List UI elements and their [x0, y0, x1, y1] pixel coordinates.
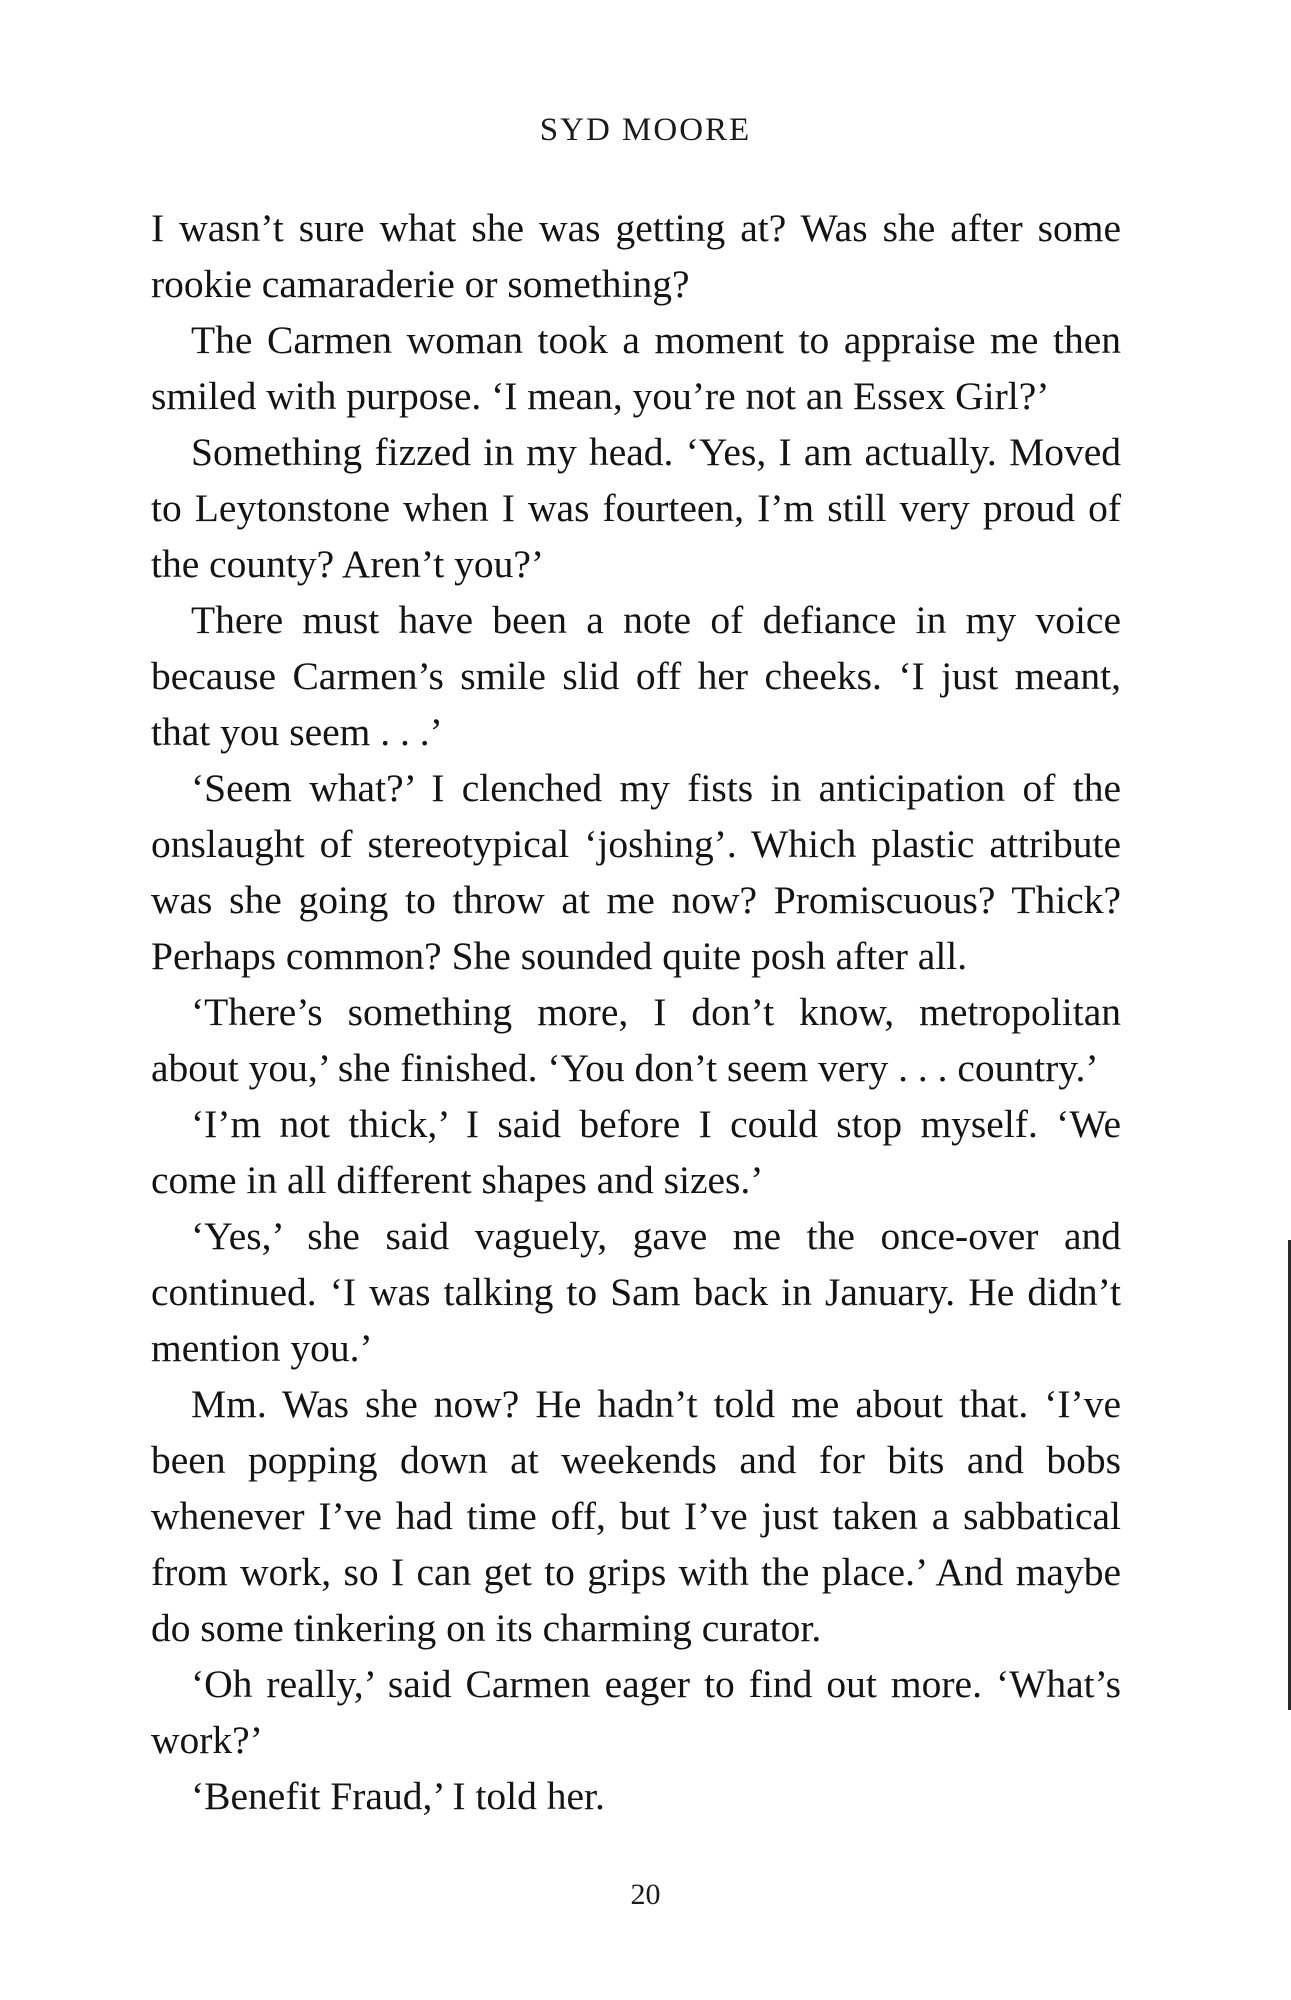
paragraph: ‘Yes,’ she said vaguely, gave me the once-over and continued. ‘I was talking to Sam back in January. He didn’t mention you.’ — [151, 1214, 1121, 1370]
paragraph: ‘Benefit Fraud,’ I told her. — [191, 1774, 605, 1818]
running-title: SYD MOORE — [539, 112, 752, 148]
paragraph: ‘Oh really,’ said Carmen eager to find out more. ‘What’s work?’ — [151, 1662, 1121, 1762]
paragraph: Something fizzed in my head. ‘Yes, I am actually. Moved to Leytonstone when I was fourteen, I’m still very proud of the county? Aren’t you?’ — [151, 430, 1121, 586]
page-number: 20 — [630, 1878, 661, 1911]
paragraph: Mm. Was she now? He hadn’t told me about that. ‘I’ve been popping down at weekends and for bits and bobs whenever I’ve had time off, but I’ve just taken a sabbatical from work, so I can get to grips with the place.’ And maybe do some tinkering on its charming curator. — [151, 1382, 1121, 1650]
body-text — [151, 200, 1121, 1824]
paragraph: ‘Seem what?’ I clenched my fists in anticipation of the onslaught of stereotypical ‘joshing’. Which plastic attribute was she going to throw at me now? Promiscuous? Thick? Perhaps common? She sounded quite posh after all. — [151, 766, 1121, 978]
paragraph: I wasn’t sure what she was getting at? Was she after some rookie camaraderie or something? — [151, 206, 1121, 306]
paragraph: ‘There’s something more, I don’t know, metropolitan about you,’ she finished. ‘You don’t seem very . . . country.’ — [151, 990, 1121, 1090]
paragraph: There must have been a note of defiance in my voice because Carmen’s smile slid off her cheeks. ‘I just meant, that you seem . . .’ — [151, 598, 1121, 754]
paragraph: ‘I’m not thick,’ I said before I could stop myself. ‘We come in all different shapes and sizes.’ — [151, 1102, 1121, 1202]
paragraph: The Carmen woman took a moment to appraise me then smiled with purpose. ‘I mean, you’re not an Essex Girl?’ — [151, 318, 1121, 418]
